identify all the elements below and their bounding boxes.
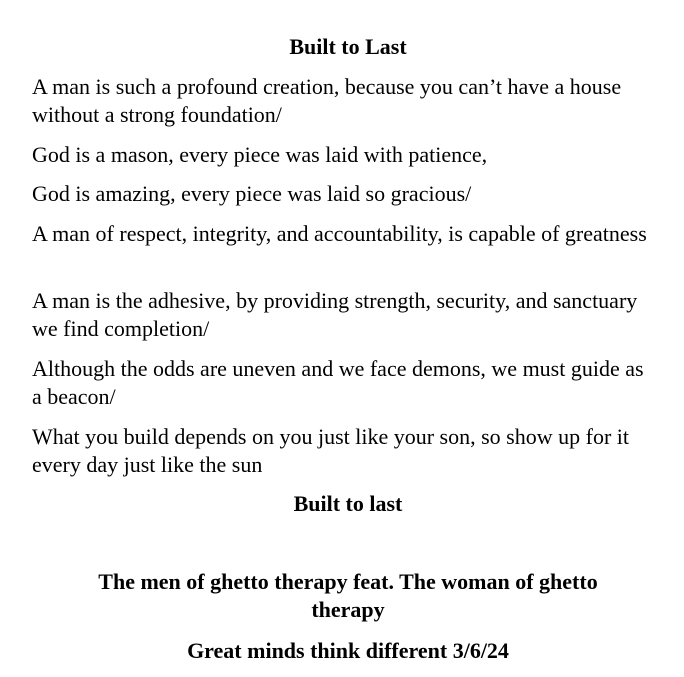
poem-line-6: Although the odds are uneven and we face demons, we must guide as a beacon/	[32, 356, 644, 409]
poem-credits: The men of ghetto therapy feat. The woman of ghetto therapy	[98, 569, 598, 622]
poem-line-5: A man is the adhesive, by providing strength, security, and sanctuary we find completion/	[32, 288, 638, 341]
poem-closing: Built to last	[293, 491, 403, 516]
poem-line-3: God is amazing, every piece was laid so gracious/	[32, 181, 472, 206]
poem-line-2: God is a mason, every piece was laid with patience,	[32, 142, 488, 167]
poem-line-7: What you build depends on you just like your son, so show up for it every day just like the sun	[32, 424, 630, 477]
poem-title: Built to Last	[289, 34, 407, 59]
poem-line-4: A man of respect, integrity, and accountability, is capable of greatness	[32, 221, 647, 246]
poem-line-1: A man is such a profound creation, because you can’t have a house without a strong foundation/	[32, 74, 622, 127]
poem-signoff: Great minds think different 3/6/24	[187, 638, 509, 663]
